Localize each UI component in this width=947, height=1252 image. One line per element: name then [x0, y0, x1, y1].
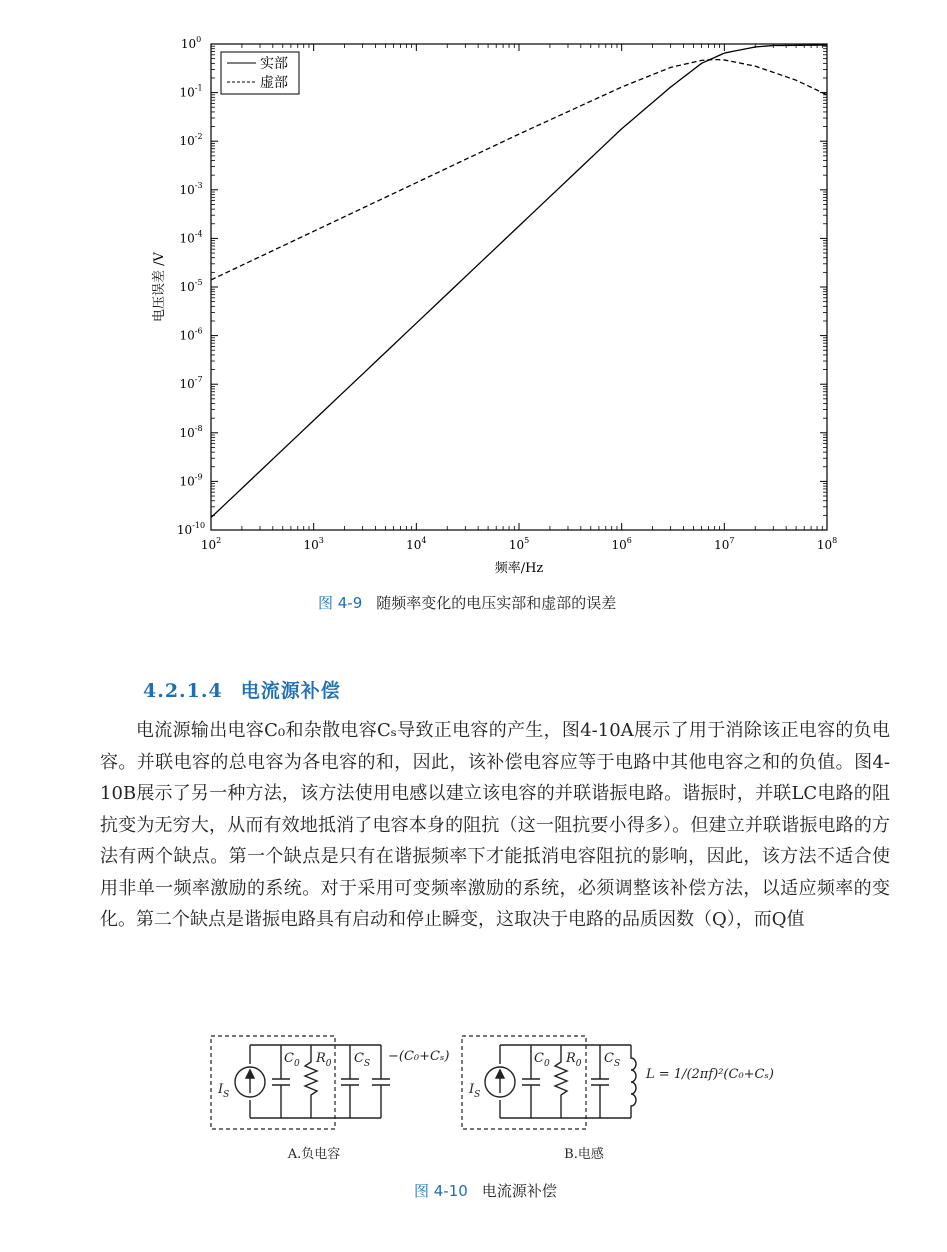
svg-text:IS: $I_S$	[218, 1082, 230, 1100]
y-tick-label: $10^{-7}$	[179, 375, 203, 392]
svg-text:IS: $I_S$	[469, 1082, 481, 1100]
x-tick-label: $10^6$	[611, 536, 632, 552]
y-tick-label: $10^{-5}$	[179, 278, 203, 294]
x-tick-label: $10^4$	[406, 536, 427, 552]
svg-text:C0: $C_0$	[534, 1051, 550, 1069]
figure-caption-text: 随频率变化的电压实部和虚部的误差	[376, 594, 617, 612]
section-title: 电流源补偿	[240, 680, 341, 702]
y-tick-label: $10^{-9}$	[179, 472, 203, 489]
legend-label-imag: 虚部	[260, 75, 288, 91]
circuit-a	[211, 1036, 390, 1129]
circuit-a-labels	[217, 1049, 449, 1162]
y-tick-label: $10^{-1}$	[179, 83, 203, 100]
figure-caption-text: 电流源补偿	[481, 1182, 557, 1200]
inductor-icon	[631, 1045, 636, 1118]
negative-capacitance-label: −(C₀+Cₛ)	[388, 1049, 450, 1064]
circuit-a-label: A.负电容	[287, 1147, 341, 1162]
y-tick-label: $10^{-10}$	[176, 521, 206, 537]
y-tick-label: $10^{-6}$	[179, 326, 203, 343]
y-axis-label: 电压误差 /V	[152, 252, 167, 322]
figure-4-10-caption	[414, 1180, 557, 1201]
circuit-b-label: B.电感	[564, 1147, 604, 1162]
x-tick-label: $10^2$	[200, 536, 222, 552]
svg-text:CS: $C_S$	[604, 1051, 621, 1069]
paragraph-text: 电流源输出电容C₀和杂散电容Cₛ导致正电容的产生，图4-10A展示了用于消除该正电容的负电容。并联电容的总电容为各电容的和，因此，该补偿电容应等于电路中其他电容之和的负值。图4-10B展示了另一种方法，该方法使用电感以建立该电容的并联谐振电路。谐振时，并联LC电路的阻抗变为无穷大，从而有效地抵消了电容本身的阻抗（这一阻抗要小得多）。但建立并联谐振电路的方法有两个缺点。第一个缺点是只有在谐振频率下才能抵消电容阻抗的影响，因此，该方法不适合使用非单一频率激励的系统。对于采用可变频率激励的系统，必须调整该补偿方法，以适应频率的变化。第二个缺点是谐振电路具有启动和停止瞬变，这取决于电路的品质因数（Q），而Q值	[100, 720, 890, 930]
y-tick-label: $10^{-3}$	[179, 180, 203, 197]
svg-text:R0: $R_0$	[566, 1051, 582, 1069]
x-tick-label: $10^7$	[714, 536, 735, 552]
x-tick-label: $10^5$	[508, 536, 530, 552]
x-tick-label: $10^3$	[303, 536, 324, 552]
legend-label-real: 实部	[260, 56, 288, 72]
circuit-b-labels	[468, 1051, 774, 1162]
circuit-b	[462, 1036, 636, 1129]
svg-text:C0: $C_0$	[284, 1051, 300, 1069]
x-axis-label: 频率/Hz	[494, 561, 544, 576]
y-tick-label: $10^{-4}$	[179, 229, 203, 246]
svg-text:R0: $R_0$	[316, 1051, 332, 1069]
x-tick-label: $10^8$	[816, 536, 838, 552]
figure-number: 图 4-9	[318, 594, 363, 612]
inductance-formula-label: L = 1/(2πf)²(C₀+Cₛ)	[646, 1067, 774, 1082]
svg-text:CS: $C_S$	[354, 1051, 371, 1069]
y-tick-label: $10^{-2}$	[179, 132, 203, 149]
figure-number: 图 4-10	[414, 1182, 468, 1200]
section-number: 4.2.1.4	[143, 680, 223, 702]
y-tick-label: $10^0$	[180, 35, 202, 51]
y-tick-label: $10^{-8}$	[179, 423, 203, 440]
